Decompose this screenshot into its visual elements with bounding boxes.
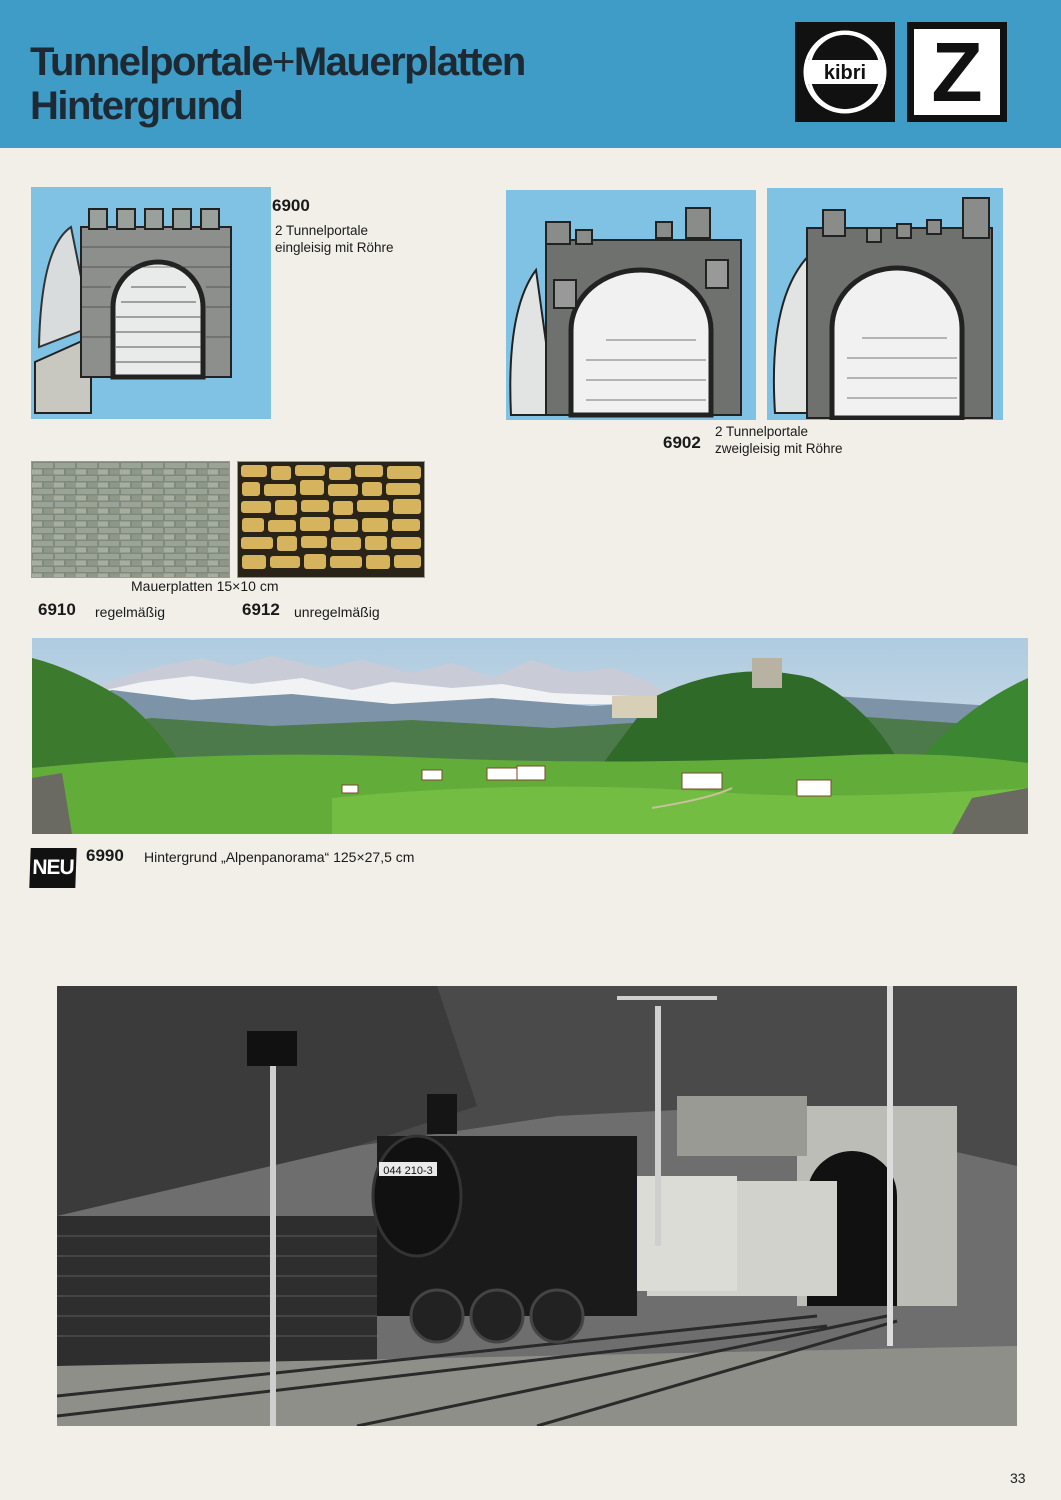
desc-6900-line1: 2 Tunnelportale — [275, 223, 369, 238]
tunnel-portal-6902-image-b — [767, 188, 1003, 420]
product-code-6900: 6900 — [272, 196, 310, 215]
product-desc-6910: regelmäßig — [95, 604, 166, 620]
desc-6900-line2: eingleisig mit Röhre — [275, 240, 394, 255]
title-hintergrund: Hintergrund — [30, 84, 243, 128]
page-title — [30, 40, 525, 128]
steam-locomotive-photo — [57, 986, 1017, 1426]
title-mauerplatten: Mauerplatten — [293, 40, 525, 84]
product-desc-6900 — [275, 222, 394, 256]
title-plus: + — [271, 40, 294, 84]
wall-plate-6912-image — [237, 461, 425, 578]
product-desc-6902 — [715, 423, 843, 457]
wall-plates-caption: Mauerplatten 15×10 cm — [131, 578, 279, 594]
neu-badge: NEU — [29, 848, 76, 888]
title-tunnelportale: Tunnelportale — [30, 40, 272, 84]
tunnel-portal-6902-image-a — [506, 190, 756, 420]
kibri-logo — [795, 22, 895, 122]
desc-6902-line1: 2 Tunnelportale — [715, 424, 809, 439]
product-code-6990: 6990 — [86, 846, 124, 865]
loco-number-plate: 044 210-3 — [383, 1165, 433, 1177]
product-code-6902: 6902 — [663, 433, 701, 452]
product-code-6912: 6912 — [242, 600, 280, 619]
brand-name: kibri — [823, 62, 867, 84]
wall-plate-6910-image — [31, 461, 230, 578]
alpenpanorama-image — [32, 638, 1028, 834]
page-number: 33 — [1010, 1470, 1026, 1486]
product-code-6910: 6910 — [38, 600, 76, 619]
desc-6902-line2: zweigleisig mit Röhre — [715, 441, 843, 456]
scale-z-badge — [907, 22, 1007, 122]
product-desc-6912: unregelmäßig — [294, 604, 380, 620]
tunnel-portal-6900-image — [31, 187, 271, 419]
header-band — [0, 0, 1061, 148]
product-desc-6990: Hintergrund „Alpenpanorama“ 125×27,5 cm — [144, 849, 415, 865]
scale-letter: Z — [914, 29, 1000, 115]
